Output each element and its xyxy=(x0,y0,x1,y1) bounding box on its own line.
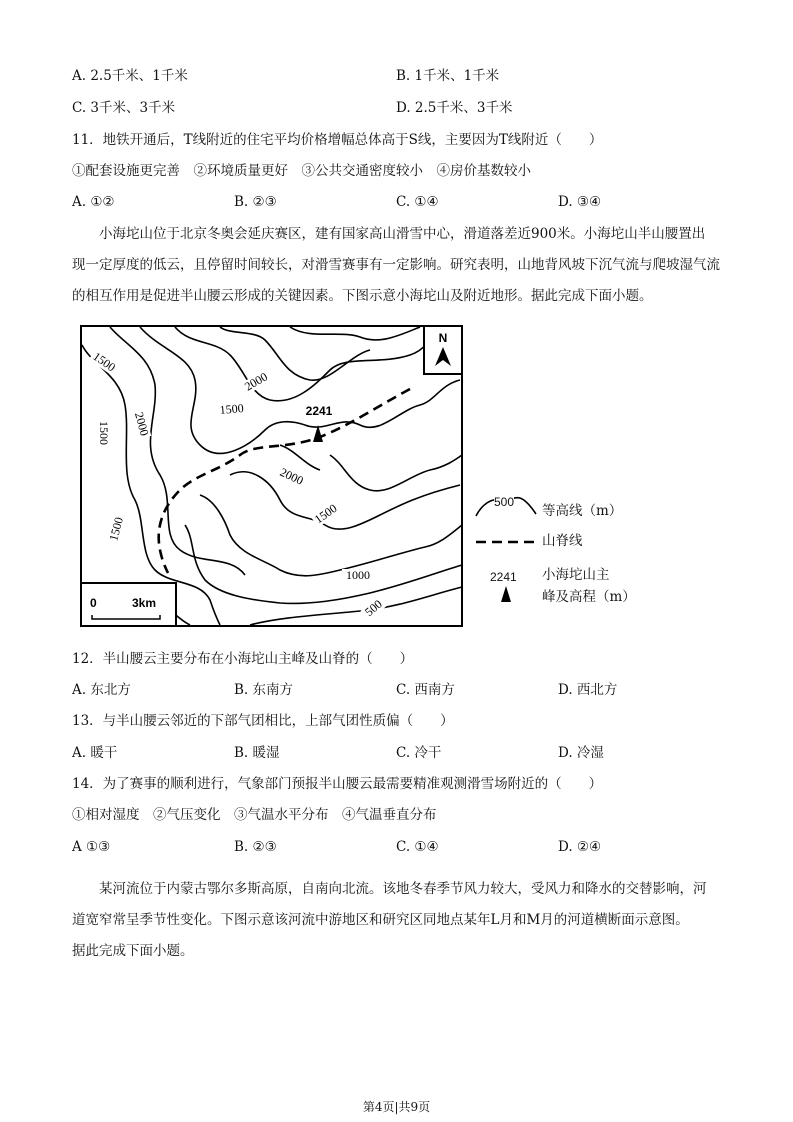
contour-label: 1000 xyxy=(346,568,370,582)
q14-option-d: D. ②④ xyxy=(558,839,602,855)
legend-contour-text: 等高线（m） xyxy=(542,503,623,519)
q12-option-a: A. 东北方 xyxy=(72,682,131,698)
q13-option-c: C. 冷干 xyxy=(396,745,442,761)
contour-label: 500 xyxy=(362,596,385,620)
q11-option-c: C. ①④ xyxy=(396,194,439,210)
q14-option-b: B. ②③ xyxy=(234,839,277,855)
legend-peak-text-2: 峰及高程（m） xyxy=(542,589,636,605)
legend-ridge-text: 山脊线 xyxy=(542,533,583,549)
q12-option-d: D. 西北方 xyxy=(558,682,618,698)
q12-stem: 12．半山腰云主要分布在小海坨山主峰及山脊的（ ） xyxy=(72,651,414,667)
q14-option-a: A ①③ xyxy=(72,839,111,855)
q14-stem: 14．为了赛事的顺利进行，气象部门预报半山腰云最需要精准观测滑雪场附近的（ ） xyxy=(72,776,603,792)
q12-option-b: B. 东南方 xyxy=(234,682,294,698)
contour-label: 1500 xyxy=(106,515,127,543)
q11-option-a: A. ①② xyxy=(72,194,115,210)
contour-label: 1500 xyxy=(90,349,119,375)
map-legend xyxy=(470,490,690,610)
topographic-map xyxy=(80,325,463,627)
passage2-line-1: 某河流位于内蒙古鄂尔多斯高原，自南向北流。该地冬春季节风力较大，受风力和降水的交替影响，河 xyxy=(99,881,707,897)
legend-peak-icon xyxy=(501,586,511,602)
q11-option-b: B. ②③ xyxy=(234,194,277,210)
q13-option-a: A. 暖干 xyxy=(72,745,118,761)
q13-stem: 13．与半山腰云邻近的下部气团相比，上部气团性质偏（ ） xyxy=(72,713,454,729)
q11-items: ①配套设施更完善 ②环境质量更好 ③公共交通密度较小 ④房价基数较小 xyxy=(72,163,531,179)
q14-option-c: C. ①④ xyxy=(396,839,439,855)
legend-peak-value: 2241 xyxy=(490,570,517,584)
q11-stem: 11．地铁开通后，T线附近的住宅平均价格增幅总体高于S线，主要因为T线附近（ ） xyxy=(72,132,603,148)
contour-label: 2000 xyxy=(131,410,152,438)
legend-contour-value: 500 xyxy=(494,495,515,509)
scale-distance: 3km xyxy=(132,596,157,610)
scale-zero: 0 xyxy=(90,596,97,610)
passage2-line-2: 道宽窄常呈季节性变化。下图示意该河流中游地区和研究区同地点某年L月和M月的河道横断面示意图。 xyxy=(72,912,689,928)
contour-label: 2000 xyxy=(242,369,270,394)
q10-option-c: C. 3千米、3千米 xyxy=(72,100,176,116)
contour-label: 2000 xyxy=(277,464,306,488)
q11-option-d: D. ③④ xyxy=(558,194,602,210)
q10-option-d: D. 2.5千米、3千米 xyxy=(396,100,513,116)
q10-option-b: B. 1千米、1千米 xyxy=(396,68,500,84)
contour-label: 1500 xyxy=(219,400,245,418)
passage1-line-1: 小海坨山位于北京冬奥会延庆赛区，建有国家高山滑雪中心，滑道落差近900米。小海坨山半山腰置出 xyxy=(99,226,706,242)
passage2-line-3: 据此完成下面小题。 xyxy=(72,943,194,959)
passage1-line-2: 现一定厚度的低云，且停留时间较长，对滑雪赛事有一定影响。研究表明，山地背风坡下沉气流与爬坡湿气流 xyxy=(72,257,720,273)
q14-items: ①相对湿度 ②气压变化 ③气温水平分布 ④气温垂直分布 xyxy=(72,807,437,823)
page-footer: 第4页|共9页 xyxy=(362,1100,431,1114)
q13-option-d: D. 冷湿 xyxy=(558,745,604,761)
passage1-line-3: 的相互作用是促进半山腰云形成的关键因素。下图示意小海坨山及附近地形。据此完成下面小题。 xyxy=(72,288,653,304)
contour-label: 1500 xyxy=(97,421,111,445)
north-label: N xyxy=(438,331,448,345)
legend-peak-text-1: 小海坨山主 xyxy=(542,567,610,583)
q12-option-c: C. 西南方 xyxy=(396,682,455,698)
q13-option-b: B. 暖湿 xyxy=(234,745,280,761)
q10-option-a: A. 2.5千米、1千米 xyxy=(72,68,188,84)
contour-label: 1500 xyxy=(311,501,340,527)
peak-elevation: 2241 xyxy=(305,404,333,418)
